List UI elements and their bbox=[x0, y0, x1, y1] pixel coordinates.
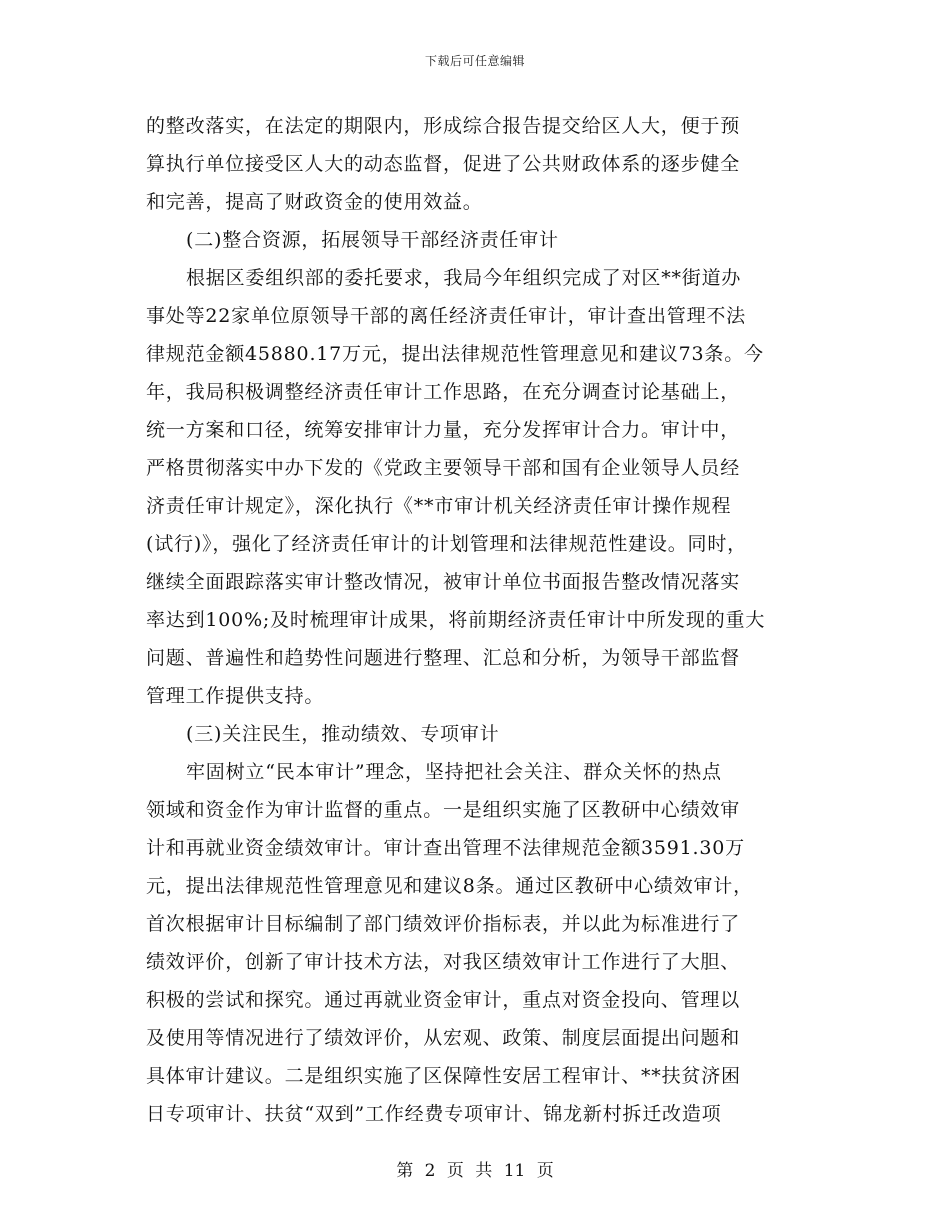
text-line: 根据区委组织部的委托要求，我局今年组织完成了对区**街道办 bbox=[186, 267, 742, 289]
text-line: 元，提出法律规范性管理意见和建议8条。通过区教研中心绩效审计， bbox=[146, 875, 753, 897]
text-line: 计和再就业资金绩效审计。审计查出管理不法律规范金额3591.30万 bbox=[146, 837, 745, 859]
text-line: 日专项审计、扶贫“双到”工作经费专项审计、锦龙新村拆迁改造项 bbox=[146, 1103, 722, 1125]
text-line: 绩效评价，创新了审计技术方法，对我区绩效审计工作进行了大胆、 bbox=[146, 951, 741, 973]
text-line: 年，我局积极调整经济责任审计工作思路，在充分调查讨论基础上， bbox=[146, 381, 741, 403]
document-body bbox=[146, 107, 810, 1133]
text-line: 牢固树立“民本审计”理念，坚持把社会关注、群众关怀的热点 bbox=[186, 761, 722, 783]
page-footer: 第 2 页 共 11 页 bbox=[396, 1161, 554, 1181]
text-line: 算执行单位接受区人大的动态监督，促进了公共财政体系的逐步健全 bbox=[146, 153, 741, 175]
page-header: 下载后可任意编辑 bbox=[424, 54, 525, 68]
text-line: (试行)》，强化了经济责任审计的计划管理和法律规范性建设。同时， bbox=[146, 533, 747, 555]
text-line: 统一方案和口径，统筹安排审计力量，充分发挥审计合力。审计中， bbox=[146, 419, 741, 441]
text-line: 和完善，提高了财政资金的使用效益。 bbox=[146, 191, 483, 213]
text-line: 率达到100%;及时梳理审计成果，将前期经济责任审计中所发现的重大 bbox=[146, 609, 766, 631]
text-line: 事处等22家单位原领导干部的离任经济责任审计，审计查出管理不法 bbox=[146, 305, 746, 327]
text-line: 管理工作提供支持。 bbox=[146, 685, 325, 707]
text-line: 继续全面跟踪落实审计整改情况，被审计单位书面报告整改情况落实 bbox=[146, 571, 741, 593]
text-line: 问题、普遍性和趋势性问题进行整理、汇总和分析，为领导干部监督 bbox=[146, 647, 741, 669]
text-line: 济责任审计规定》，深化执行《**市审计机关经济责任审计操作规程 bbox=[146, 495, 732, 517]
text-line: (三)关注民生，推动绩效、专项审计 bbox=[186, 723, 500, 745]
text-line: (二)整合资源，拓展领导干部经济责任审计 bbox=[186, 229, 559, 251]
text-line: 律规范金额45880.17万元，提出法律规范性管理意见和建议73条。今 bbox=[146, 343, 764, 365]
text-line: 的整改落实，在法定的期限内，形成综合报告提交给区人大，便于预 bbox=[146, 115, 741, 137]
text-line: 具体审计建议。二是组织实施了区保障性安居工程审计、**扶贫济困 bbox=[146, 1065, 741, 1087]
text-line: 严格贯彻落实中办下发的《党政主要领导干部和国有企业领导人员经 bbox=[146, 457, 741, 479]
text-line: 领域和资金作为审计监督的重点。一是组织实施了区教研中心绩效审 bbox=[146, 799, 741, 821]
text-line: 积极的尝试和探究。通过再就业资金审计，重点对资金投向、管理以 bbox=[146, 989, 741, 1011]
text-line: 及使用等情况进行了绩效评价，从宏观、政策、制度层面提出问题和 bbox=[146, 1027, 741, 1049]
text-line: 首次根据审计目标编制了部门绩效评价指标表，并以此为标准进行了 bbox=[146, 913, 741, 935]
